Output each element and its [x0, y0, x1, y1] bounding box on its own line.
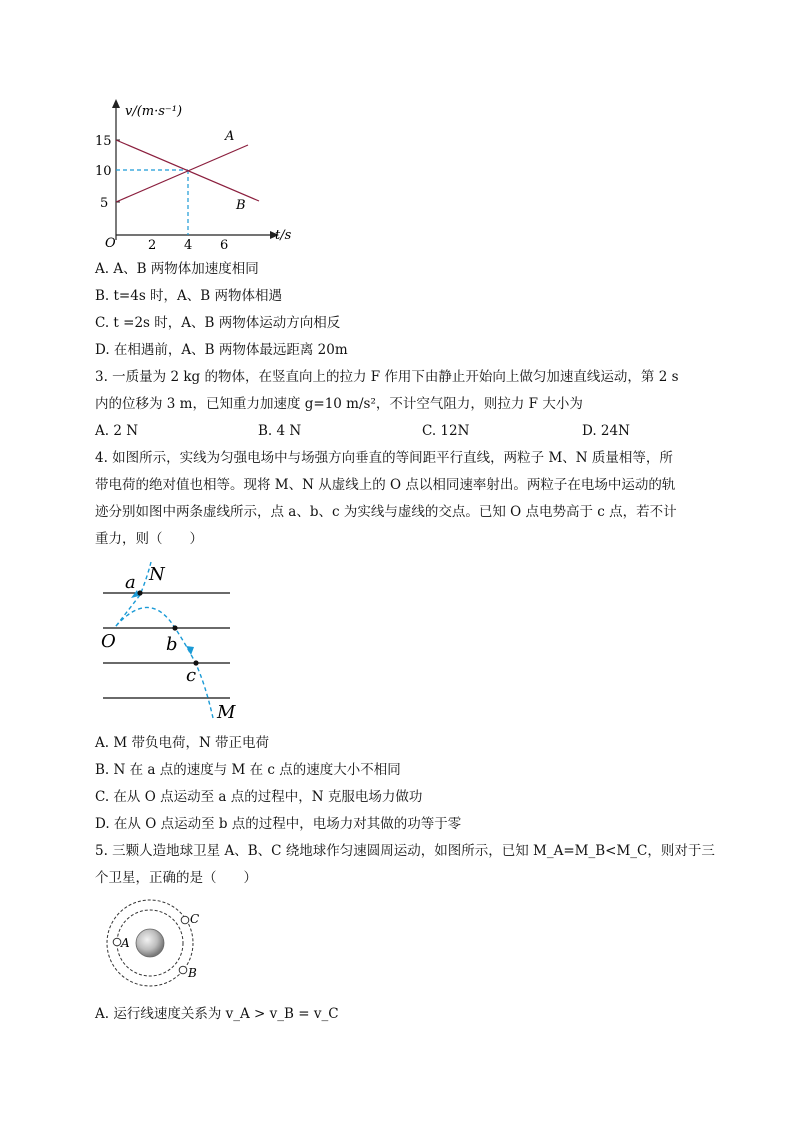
- x-tick-4: 4: [184, 238, 193, 253]
- velocity-time-graph: [95, 95, 305, 255]
- q2-option-b: B. t=4s 时，A、B 两物体相遇: [95, 288, 283, 304]
- earth-icon: [136, 929, 164, 957]
- point-a: [137, 590, 142, 595]
- q2-option-d: D. 在相遇前，A、B 两物体最远距离 20m: [95, 342, 348, 358]
- line-a-label: A: [225, 129, 235, 144]
- label-o: O: [101, 631, 116, 652]
- q4-option-d: D. 在从 O 点运动至 b 点的过程中，电场力对其做的功等于零: [95, 816, 462, 832]
- q5-text-line-2: 个卫星，正确的是（ ）: [95, 870, 257, 886]
- point-b: [172, 625, 177, 630]
- satellite-orbit-figure: [100, 895, 210, 987]
- label-m: M: [217, 702, 236, 723]
- q3-option-a: A. 2 N: [95, 423, 139, 439]
- q4-text-line-3: 迹分别如图中两条虚线所示，点 a、b、c 为实线与虚线的交点。已知 O 点电势高于 c 点，若不计: [95, 504, 677, 520]
- label-sat-a: A: [121, 936, 130, 950]
- label-sat-b: B: [188, 966, 197, 980]
- satellite-a: [113, 938, 121, 946]
- q4-option-a: A. M 带负电荷，N 带正电荷: [95, 735, 270, 751]
- q4-option-b: B. N 在 a 点的速度与 M 在 c 点的速度大小不相同: [95, 762, 401, 778]
- q3-text-line-2: 内的位移为 3 m，已知重力加速度 g=10 m/s²，不计空气阻力，则拉力 F 大小为: [95, 396, 583, 412]
- y-tick-5: 5: [100, 196, 109, 211]
- y-axis-label: v/(m·s⁻¹): [125, 104, 183, 119]
- q4-option-c: C. 在从 O 点运动至 a 点的过程中，N 克服电场力做功: [95, 789, 423, 805]
- q2-option-a: A. A、B 两物体加速度相同: [95, 261, 259, 277]
- y-tick-10: 10: [95, 164, 112, 179]
- label-c: c: [186, 665, 197, 686]
- origin-label: O: [105, 236, 116, 251]
- line-a: [116, 145, 248, 202]
- label-b: b: [166, 634, 178, 655]
- line-b-label: B: [236, 198, 246, 213]
- y-tick-15: 15: [95, 134, 112, 149]
- q4-text-line-2: 带电荷的绝对值也相等。现将 M、N 从虚线上的 O 点以相同速率射出。两粒子在电场中运动的轨: [95, 477, 676, 493]
- q3-option-d: D. 24N: [582, 423, 630, 439]
- q4-text-line-4: 重力，则（ ）: [95, 531, 203, 547]
- x-tick-6: 6: [220, 238, 229, 253]
- q5-text-line-1: 5. 三颗人造地球卫星 A、B、C 绕地球作匀速圆周运动，如图所示，已知 M_A=M_B<M_C，则对于三: [95, 843, 715, 859]
- q3-option-b: B. 4 N: [258, 423, 302, 439]
- trajectory-m-arrow: [186, 646, 194, 655]
- label-sat-c: C: [190, 912, 200, 926]
- satellite-b: [179, 966, 187, 974]
- label-a: a: [125, 572, 136, 593]
- q4-text-line-1: 4. 如图所示，实线为匀强电场中与场强方向垂直的等间距平行直线，两粒子 M、N 质量相等，所: [95, 450, 673, 466]
- y-axis-arrow: [112, 99, 120, 108]
- label-n: N: [149, 564, 165, 585]
- q5-option-a: A. 运行线速度关系为 v_A > v_B = v_C: [95, 1006, 339, 1022]
- q3-text-line-1: 3. 一质量为 2 kg 的物体，在竖直向上的拉力 F 作用下由静止开始向上做匀加速直线运动，第 2 s: [95, 369, 679, 385]
- satellite-c: [181, 916, 189, 924]
- x-tick-2: 2: [148, 238, 157, 253]
- q3-option-c: C. 12N: [422, 423, 470, 439]
- x-axis-label: t/s: [275, 228, 292, 243]
- q2-option-c: C. t =2s 时，A、B 两物体运动方向相反: [95, 315, 341, 331]
- electric-field-figure: [95, 558, 255, 723]
